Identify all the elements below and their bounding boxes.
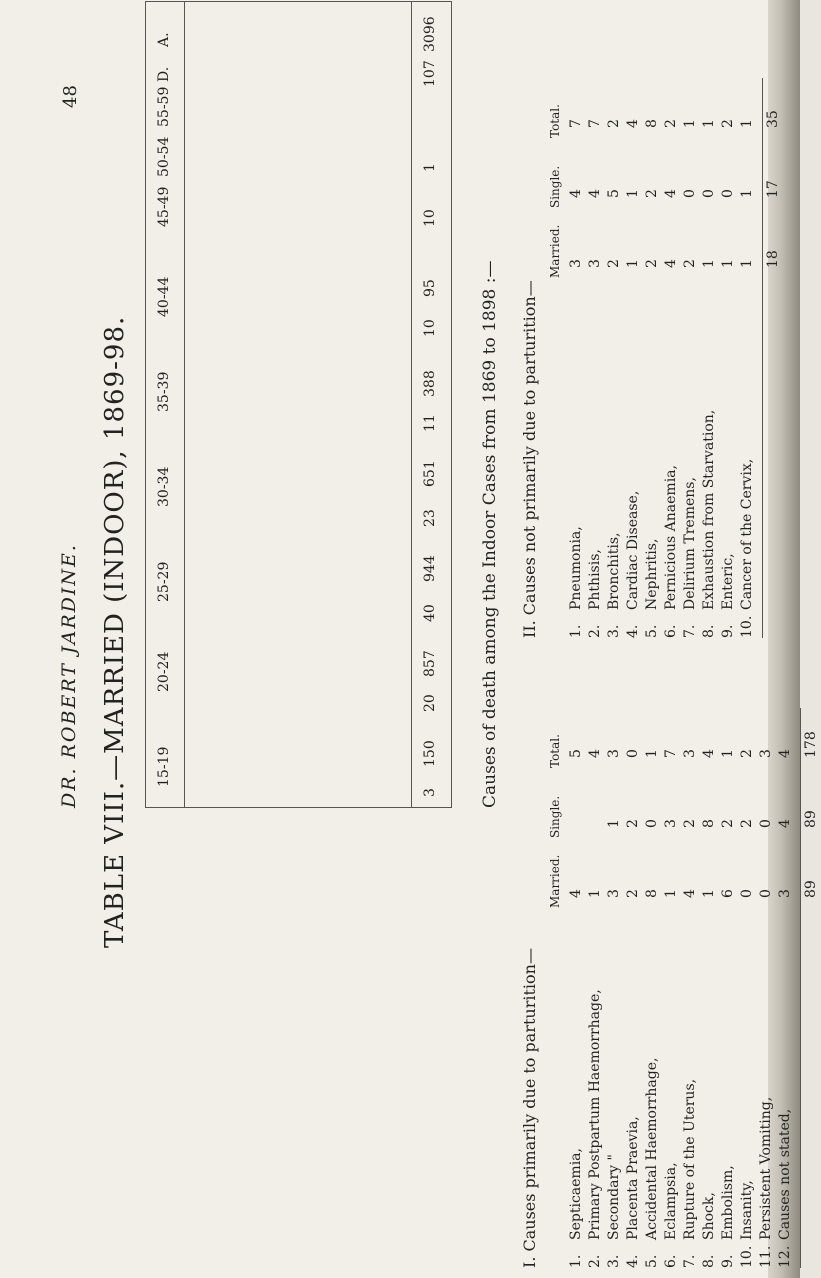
section2-cell-t: 7 <box>587 119 603 128</box>
section2-cell-m: 2 <box>606 259 622 268</box>
header-a: A. <box>156 32 172 47</box>
section2-cell-m: 1 <box>739 259 755 268</box>
section2-total-total: 35 <box>765 110 781 128</box>
section2-totals <box>762 78 783 638</box>
section1-cell-s: 2 <box>739 819 755 828</box>
total-35-39-d: 11 <box>422 414 438 432</box>
section1-cell-t: 4 <box>701 749 717 758</box>
header-row <box>146 2 185 807</box>
section1-cell-m: 0 <box>739 889 755 898</box>
section1-cell-n: 7. <box>682 1254 698 1268</box>
total-50-54: 1 <box>422 163 438 172</box>
section1-cell-m: 1 <box>587 889 603 898</box>
running-head: DR. ROBERT JARDINE. <box>58 543 80 808</box>
section2-cell-t: 2 <box>720 119 736 128</box>
total-35-39-a: 388 <box>422 370 438 397</box>
total-20-24-d: 20 <box>422 694 438 712</box>
section2-cell-label: Enteric, <box>720 553 736 610</box>
section2-cell-t: 2 <box>606 119 622 128</box>
section2-cell-n: 6. <box>663 624 679 638</box>
section2-cell-s: 4 <box>568 189 584 198</box>
header-25-29: 25-29 <box>156 561 172 602</box>
section2-cell-t: 2 <box>663 119 679 128</box>
section1-cell-m: 8 <box>644 889 660 898</box>
total-15-19-d: 3 <box>422 788 438 797</box>
section1-col-single: Single. <box>548 795 562 838</box>
section2-cell-s: 4 <box>663 189 679 198</box>
section2-list <box>548 38 783 638</box>
section1-cell-label: Placenta Praevia, <box>625 1116 641 1240</box>
total-25-29-d: 40 <box>422 604 438 622</box>
section2-cell-n: 2. <box>587 624 603 638</box>
section1-row <box>587 708 606 1268</box>
section2-cell-n: 8. <box>701 624 717 638</box>
section2-row <box>739 78 758 638</box>
section1-cell-s: 4 <box>777 819 793 828</box>
section1-total-married: 89 <box>803 880 819 898</box>
section2-cell-s: 0 <box>720 189 736 198</box>
section1-cell-t: 1 <box>644 749 660 758</box>
section1-row <box>644 708 663 1268</box>
section1-cell-label: Secondary " <box>606 1154 622 1240</box>
section2-total-married: 18 <box>765 250 781 268</box>
section1-cell-m: 1 <box>663 889 679 898</box>
section1-row <box>720 708 739 1268</box>
section1-cell-t: 3 <box>758 749 774 758</box>
section1-cell-s: 8 <box>701 819 717 828</box>
section1-cell-m: 3 <box>777 889 793 898</box>
total-a: 3096 <box>422 16 438 52</box>
section2-cell-s: 2 <box>644 189 660 198</box>
totals-row <box>411 2 452 807</box>
section1-row <box>777 708 796 1268</box>
section2-cell-n: 10. <box>739 615 755 638</box>
section2-cell-s: 0 <box>701 189 717 198</box>
page-number: 48 <box>60 85 81 108</box>
total-45-49: 10 <box>422 209 438 227</box>
section1-title: I. Causes primarily due to parturition— <box>520 948 539 1268</box>
section2-cell-label: Delirium Tremens, <box>682 477 698 610</box>
section2-cell-t: 4 <box>625 119 641 128</box>
section2-cell-label: Phthisis, <box>587 549 603 610</box>
section2-row <box>644 78 663 638</box>
section1-cell-label: Causes not stated, <box>777 1108 793 1240</box>
section1-cell-s: 0 <box>758 819 774 828</box>
section1-total-single: 89 <box>803 810 819 828</box>
section1-cell-s: 2 <box>682 819 698 828</box>
section1-row <box>758 708 777 1268</box>
section2-cell-t: 8 <box>644 119 660 128</box>
section1-cell-t: 4 <box>777 749 793 758</box>
section1-row <box>701 708 720 1268</box>
section2-cell-m: 3 <box>568 259 584 268</box>
section2-cell-m: 1 <box>625 259 641 268</box>
section2-col-total: Total. <box>548 104 562 138</box>
section2-column-headers <box>548 38 568 638</box>
section1-cell-n: 8. <box>701 1254 717 1268</box>
section2-cell-label: Pernicious Anaemia, <box>663 465 679 610</box>
section2-cell-label: Cancer of the Cervix, <box>739 458 755 610</box>
section2-col-single: Single. <box>548 165 562 208</box>
section1-list <box>548 668 821 1268</box>
section1-cell-label: Accidental Haemorrhage, <box>644 1057 660 1240</box>
section1-cell-n: 2. <box>587 1254 603 1268</box>
table-title: TABLE VIII.—MARRIED (INDOOR), 1869-98. <box>100 315 130 948</box>
header-50-54: 50-54 <box>156 136 172 177</box>
section2-cell-t: 7 <box>568 119 584 128</box>
header-30-34: 30-34 <box>156 466 172 507</box>
section1-cell-m: 1 <box>701 889 717 898</box>
section2-cell-t: 1 <box>739 119 755 128</box>
section1-cell-t: 5 <box>568 749 584 758</box>
section2-cell-n: 1. <box>568 624 584 638</box>
section1-cell-t: 3 <box>682 749 698 758</box>
section2-cell-label: Pneumonia, <box>568 526 584 610</box>
section1-col-married: Married. <box>548 854 562 908</box>
section2-cell-m: 1 <box>701 259 717 268</box>
total-25-29-a: 944 <box>422 555 438 582</box>
causes-heading: Causes of death among the Indoor Cases from 1869 to 1898 :— <box>480 260 500 808</box>
section1-cell-t: 7 <box>663 749 679 758</box>
section1-cell-n: 3. <box>606 1254 622 1268</box>
section2-row <box>606 78 625 638</box>
section2-cell-s: 5 <box>606 189 622 198</box>
total-15-19-a: 150 <box>422 740 438 767</box>
section2-total-single: 17 <box>765 180 781 198</box>
section2-row <box>568 78 587 638</box>
section2-cell-s: 1 <box>739 189 755 198</box>
section2-cell-t: 1 <box>701 119 717 128</box>
section1-cell-label: Embolism, <box>720 1165 736 1240</box>
section2-cell-m: 2 <box>682 259 698 268</box>
section1-cell-m: 0 <box>758 889 774 898</box>
section1-cell-n: 9. <box>720 1254 736 1268</box>
section1-row <box>682 708 701 1268</box>
section1-cell-label: Shock, <box>701 1192 717 1240</box>
section1-cell-n: 4. <box>625 1254 641 1268</box>
section2-row <box>682 78 701 638</box>
section2-cell-s: 1 <box>625 189 641 198</box>
section1-cell-n: 12. <box>777 1245 793 1268</box>
section2-cell-n: 4. <box>625 624 641 638</box>
section1-cell-m: 3 <box>606 889 622 898</box>
section2-cell-label: Bronchitis, <box>606 532 622 610</box>
section1-column-headers <box>548 668 568 1268</box>
section2-cell-label: Exhaustion from Starvation, <box>701 409 717 610</box>
header-15-19: 15-19 <box>156 746 172 787</box>
section2-cell-m: 4 <box>663 259 679 268</box>
section2-cell-m: 2 <box>644 259 660 268</box>
section2-col-married: Married. <box>548 224 562 278</box>
section1-row <box>663 708 682 1268</box>
section2-cell-n: 7. <box>682 624 698 638</box>
section1-cell-label: Persistent Vomiting, <box>758 1096 774 1240</box>
section1-cell-n: 11. <box>758 1245 774 1268</box>
section2-title: II. Causes not primarily due to parturition— <box>520 280 539 638</box>
section1-cell-m: 4 <box>682 889 698 898</box>
section1-cell-label: Rupture of the Uterus, <box>682 1078 698 1240</box>
section1-row <box>606 708 625 1268</box>
section1-row <box>568 708 587 1268</box>
total-40-44-a: 95 <box>422 279 438 297</box>
section1-cell-n: 5. <box>644 1254 660 1268</box>
section1-total-total: 178 <box>803 731 819 758</box>
header-45-49: 45-49 <box>156 186 172 227</box>
section2-cell-label: Nephritis, <box>644 538 660 610</box>
total-20-24-a: 857 <box>422 650 438 677</box>
section1-cell-s: 1 <box>606 819 622 828</box>
section1-cell-n: 6. <box>663 1254 679 1268</box>
section1-cell-label: Primary Postpartum Haemorrhage, <box>587 989 603 1240</box>
section2-cell-n: 3. <box>606 624 622 638</box>
section2-cell-t: 1 <box>682 119 698 128</box>
header-40-44: 40-44 <box>156 276 172 317</box>
total-30-34-a: 651 <box>422 460 438 487</box>
section2-cell-label: Cardiac Disease, <box>625 490 641 610</box>
section1-cell-m: 6 <box>720 889 736 898</box>
section1-cell-t: 0 <box>625 749 641 758</box>
section1-cell-n: 10. <box>739 1245 755 1268</box>
section2-cell-m: 1 <box>720 259 736 268</box>
section1-cell-s: 3 <box>663 819 679 828</box>
section2-row <box>663 78 682 638</box>
section1-cell-label: Septicaemia, <box>568 1148 584 1240</box>
header-35-39: 35-39 <box>156 371 172 412</box>
section1-cell-t: 1 <box>720 749 736 758</box>
main-table <box>145 1 452 808</box>
section1-cell-t: 2 <box>739 749 755 758</box>
section1-totals <box>800 708 821 1268</box>
section1-cell-m: 4 <box>568 889 584 898</box>
section2-row <box>701 78 720 638</box>
header-55-59: 55-59 <box>156 86 172 127</box>
total-30-34-d: 23 <box>422 509 438 527</box>
section1-cell-label: Insanity, <box>739 1180 755 1240</box>
section1-cell-n: 1. <box>568 1254 584 1268</box>
section2-row <box>587 78 606 638</box>
total-d: 107 <box>422 60 438 87</box>
section1-cell-t: 3 <box>606 749 622 758</box>
section1-cell-s: 2 <box>625 819 641 828</box>
section1-cell-s: 0 <box>644 819 660 828</box>
section2-cell-m: 3 <box>587 259 603 268</box>
section2-cell-n: 5. <box>644 624 660 638</box>
section1-cell-label: Eclampsia, <box>663 1162 679 1240</box>
section2-cell-n: 9. <box>720 624 736 638</box>
section1-cell-s: 2 <box>720 819 736 828</box>
section2-cell-s: 0 <box>682 189 698 198</box>
section2-cell-s: 4 <box>587 189 603 198</box>
header-20-24: 20-24 <box>156 651 172 692</box>
section1-col-total: Total. <box>548 734 562 768</box>
total-40-44-d: 10 <box>422 319 438 337</box>
header-d: D. <box>156 66 172 82</box>
section2-row <box>720 78 739 638</box>
section1-cell-t: 4 <box>587 749 603 758</box>
section2-row <box>625 78 644 638</box>
section1-row <box>739 708 758 1268</box>
section1-cell-m: 2 <box>625 889 641 898</box>
section1-row <box>625 708 644 1268</box>
